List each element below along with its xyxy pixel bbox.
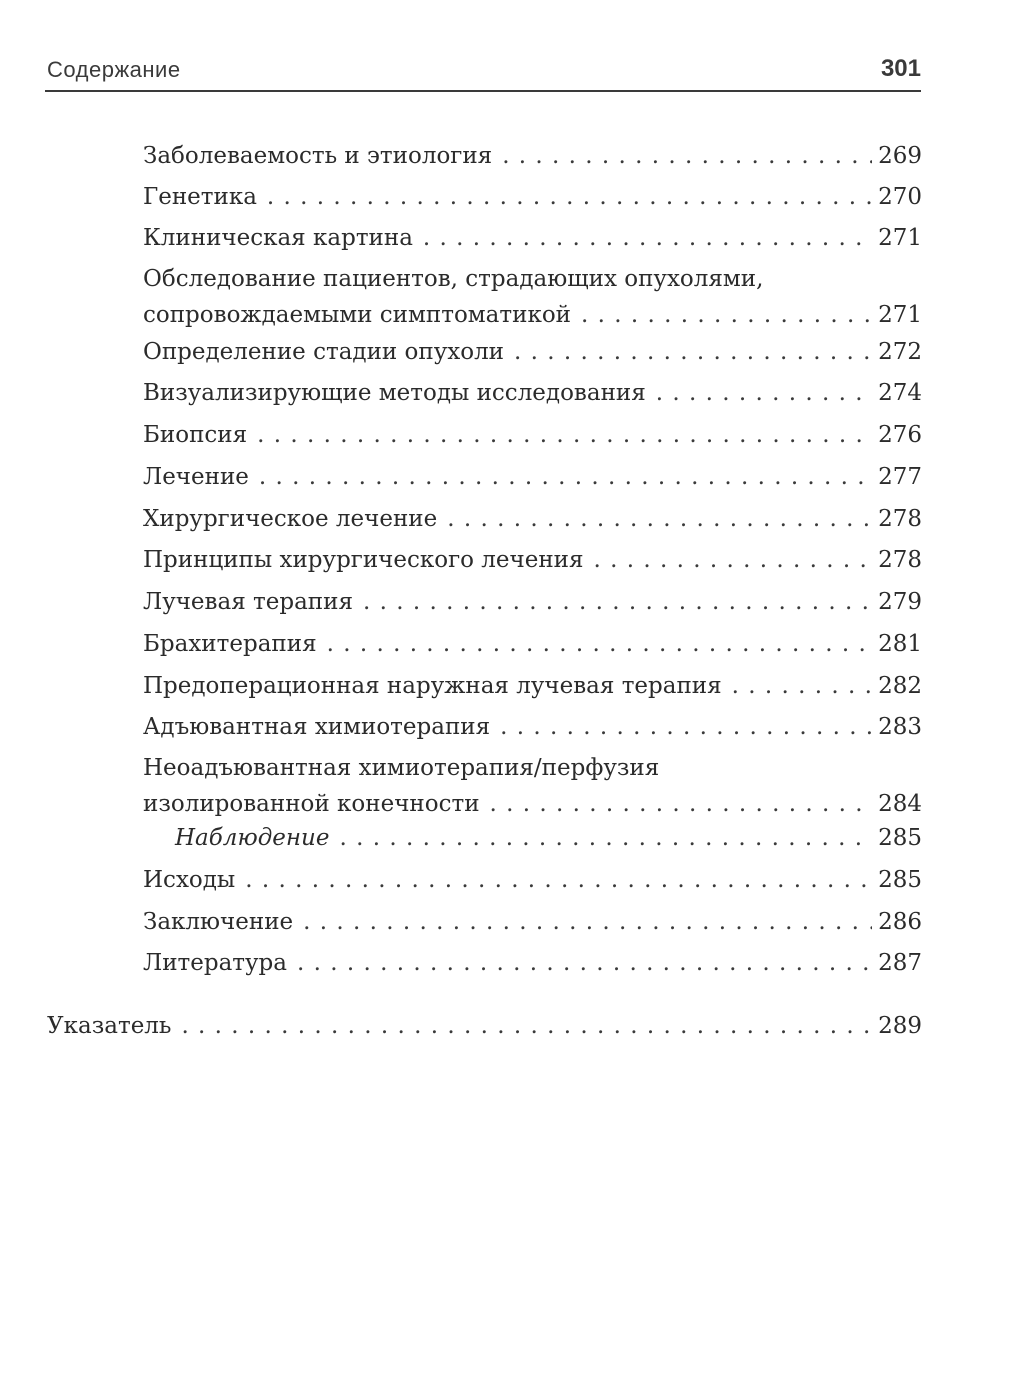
toc-leader-dots — [514, 336, 872, 369]
toc-entry-page: 272 — [878, 339, 922, 365]
toc-entry-title: Визуализирующие методы исследования — [143, 380, 646, 406]
toc-leader-dots — [259, 461, 872, 494]
toc-leader-dots — [502, 140, 872, 173]
toc-entry[interactable] — [143, 906, 922, 939]
toc-entry-page: 283 — [878, 714, 922, 740]
toc-entry-title: Лучевая терапия — [143, 589, 353, 615]
toc-entry-page: 277 — [878, 464, 922, 490]
toc-entry-title: Принципы хирургического лечения — [143, 547, 584, 573]
toc-entry[interactable] — [143, 263, 922, 332]
toc-entry-page: 285 — [878, 825, 922, 851]
toc-entry-page: 269 — [878, 143, 922, 169]
toc-entry-page: 287 — [878, 950, 922, 976]
toc-entry-page: 279 — [878, 589, 922, 615]
toc-entry-title: сопровождаемыми симптоматикой — [143, 302, 572, 328]
toc-entry[interactable] — [143, 586, 922, 619]
toc-entry-page: 278 — [878, 547, 922, 573]
toc-entry[interactable] — [143, 181, 922, 214]
toc-entry[interactable] — [143, 864, 922, 897]
toc-leader-dots — [581, 299, 872, 332]
toc-entry[interactable] — [143, 377, 922, 410]
toc-entry-title-line1: Неоадъювантная химиотерапия/перфузия — [143, 755, 660, 781]
toc-leader-dots — [181, 1010, 872, 1043]
toc-entry-page: 285 — [878, 867, 922, 893]
toc-entry-page: 284 — [878, 791, 922, 817]
toc-leader-dots — [490, 788, 873, 821]
toc-leader-dots — [303, 906, 872, 939]
toc-entry-page: 274 — [878, 380, 922, 406]
toc-entry-title-line1: Обследование пациентов, страдающих опухолями, — [143, 266, 764, 292]
toc-leader-dots — [297, 947, 872, 980]
toc-entry-title: Клиническая картина — [143, 225, 413, 251]
toc-leader-dots — [327, 628, 873, 661]
toc-entry-title: Хирургическое лечение — [143, 506, 438, 532]
toc-leader-dots — [245, 864, 872, 897]
toc-top-entry-index[interactable] — [47, 1010, 922, 1043]
toc-entry[interactable] — [143, 222, 922, 255]
toc-entry-title: Заключение — [143, 909, 294, 935]
toc-leader-dots — [500, 711, 872, 744]
toc-entry-title: Брахитерапия — [143, 631, 317, 657]
toc-entry[interactable] — [143, 461, 922, 494]
toc-entry[interactable] — [143, 140, 922, 173]
running-header-title: Содержание — [47, 57, 181, 82]
toc-entry-title: Биопсия — [143, 422, 248, 448]
toc-entry-page: 281 — [878, 631, 922, 657]
toc-leader-dots — [732, 670, 872, 703]
toc-entry-page: 270 — [878, 184, 922, 210]
toc-entry-title: Адъювантная химиотерапия — [143, 714, 491, 740]
toc-entry-title: Генетика — [143, 184, 257, 210]
toc-entry-title: Лечение — [143, 464, 249, 490]
toc-entry-page: 271 — [878, 225, 922, 251]
running-header — [45, 54, 921, 92]
toc-entry-title: Предоперационная наружная лучевая терапия — [143, 673, 722, 699]
toc-entry-title: Литература — [143, 950, 287, 976]
toc-subentry[interactable] — [175, 822, 922, 855]
toc-leader-dots — [423, 222, 872, 255]
toc-entry-page: 289 — [878, 1013, 922, 1039]
toc-leader-dots — [363, 586, 872, 619]
toc-leader-dots — [594, 544, 873, 577]
toc-entry[interactable] — [143, 419, 922, 452]
toc-entry-page: 286 — [878, 909, 922, 935]
toc-leader-dots — [257, 419, 872, 452]
toc-entry-page: 271 — [878, 302, 922, 328]
toc-entry-title: Указатель — [47, 1013, 172, 1039]
toc-leader-dots — [339, 822, 872, 855]
toc-entry[interactable] — [143, 503, 922, 536]
toc-entry-title: изолированной конечности — [143, 791, 480, 817]
toc-entry-title: Определение стадии опухоли — [143, 339, 505, 365]
toc-entry[interactable] — [143, 947, 922, 980]
toc-entry-page: 278 — [878, 506, 922, 532]
toc-entry[interactable] — [143, 628, 922, 661]
toc-entry-title: Наблюдение — [175, 825, 330, 851]
toc-entry[interactable] — [143, 752, 922, 821]
toc-leader-dots — [447, 503, 872, 536]
toc-entry[interactable] — [143, 544, 922, 577]
toc-entry[interactable] — [143, 711, 922, 744]
toc-entry[interactable] — [143, 336, 922, 369]
toc-entry-title: Исходы — [143, 867, 236, 893]
toc-entry-title: Заболеваемость и этиология — [143, 143, 493, 169]
toc-entry[interactable] — [143, 670, 922, 703]
toc-leader-dots — [267, 181, 872, 214]
toc-entry-page: 276 — [878, 422, 922, 448]
running-header-page-number: 301 — [880, 55, 921, 82]
toc-leader-dots — [656, 377, 872, 410]
toc-entry-page: 282 — [878, 673, 922, 699]
